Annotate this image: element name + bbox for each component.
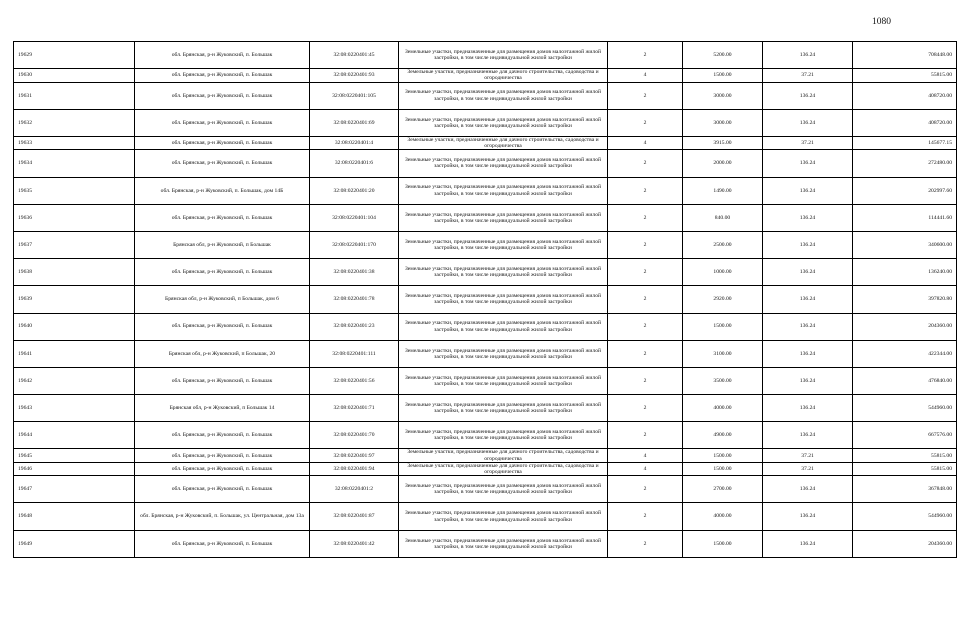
cadastral-number-cell: 32:08:0220401:4 [310, 136, 399, 149]
area-cell: 1490.00 [683, 177, 763, 204]
address-cell: обл. Брянская, р-н Жуковский, п. Большак, дом 14Б [135, 177, 310, 204]
table-row [14, 259, 957, 286]
use-group-cell: 2 [608, 204, 683, 231]
address-cell: обл. Брянская, р-н Жуковский, п. Большак [135, 367, 310, 394]
land-use-cell: Земельные участки, предназначенные для размещения домов малоэтажной жилой застройки, в том числе индивидуальной жилой застройки [399, 42, 608, 69]
specific-value-cell: 136.24 [763, 395, 853, 422]
land-use-cell: Земельные участки, предназначенные для размещения домов малоэтажной жилой застройки, в том числе индивидуальной жилой застройки [399, 367, 608, 394]
address-cell: Брянская обл, р-н Жуковский, п Большак, 20 [135, 340, 310, 367]
use-group-cell: 4 [608, 462, 683, 475]
area-cell: 1000.00 [683, 259, 763, 286]
use-group-cell: 2 [608, 367, 683, 394]
area-cell: 1500.00 [683, 462, 763, 475]
use-group-cell: 2 [608, 177, 683, 204]
land-use-cell: Земельные участки, предназначенные для размещения домов малоэтажной жилой застройки, в том числе индивидуальной жилой застройки [399, 286, 608, 313]
cadastral-value-cell: 145677.15 [853, 136, 957, 149]
address-cell: Брянская обл, р-н Жуковский, п Большак, дом 6 [135, 286, 310, 313]
table-row [14, 69, 957, 82]
cadastral-number-cell: 32:08:0220401:23 [310, 313, 399, 340]
table-row [14, 367, 957, 394]
use-group-cell: 2 [608, 42, 683, 69]
specific-value-cell: 136.24 [763, 503, 853, 530]
specific-value-cell: 136.24 [763, 109, 853, 136]
land-use-cell: Земельные участки, предназначенные для размещения домов малоэтажной жилой застройки, в том числе индивидуальной жилой застройки [399, 204, 608, 231]
land-use-cell: Земельные участки, предназначенные для размещения домов малоэтажной жилой застройки, в том числе индивидуальной жилой застройки [399, 422, 608, 449]
land-use-cell: Земельные участки, предназначенные для дачного строительства, садоводства и огородничества [399, 462, 608, 475]
table-row [14, 42, 957, 69]
cadastral-value-cell: 544960.00 [853, 503, 957, 530]
cadastral-number-cell: 32:08:0220401:69 [310, 109, 399, 136]
cadastral-number-cell: 32:08:0220401:71 [310, 395, 399, 422]
record-number: 19647 [14, 476, 135, 503]
record-number: 19640 [14, 313, 135, 340]
record-number: 19638 [14, 259, 135, 286]
cadastral-value-cell: 55815.00 [853, 69, 957, 82]
cadastral-number-cell: 32:08:0220401:105 [310, 82, 399, 109]
cadastral-value-cell: 204360.00 [853, 530, 957, 557]
area-cell: 2500.00 [683, 231, 763, 258]
area-cell: 3100.00 [683, 340, 763, 367]
cadastral-number-cell: 32:08:0220401:78 [310, 286, 399, 313]
record-number: 19644 [14, 422, 135, 449]
specific-value-cell: 37.21 [763, 462, 853, 475]
address-cell: обл. Брянская, р-н Жуковский, п. Большак [135, 259, 310, 286]
table-row [14, 395, 957, 422]
address-cell: обл. Брянская, р-н Жуковский, п. Большак [135, 42, 310, 69]
table-row [14, 177, 957, 204]
area-cell: 3000.00 [683, 82, 763, 109]
land-use-cell: Земельные участки, предназначенные для размещения домов малоэтажной жилой застройки, в том числе индивидуальной жилой застройки [399, 259, 608, 286]
record-number: 19639 [14, 286, 135, 313]
use-group-cell: 2 [608, 313, 683, 340]
specific-value-cell: 136.24 [763, 476, 853, 503]
address-cell: обл. Брянская, р-н Жуковский, п. Большак [135, 204, 310, 231]
area-cell: 1500.00 [683, 313, 763, 340]
land-use-cell: Земельные участки, предназначенные для размещения домов малоэтажной жилой застройки, в том числе индивидуальной жилой застройки [399, 340, 608, 367]
cadastral-value-cell: 667576.00 [853, 422, 957, 449]
use-group-cell: 2 [608, 286, 683, 313]
specific-value-cell: 136.24 [763, 204, 853, 231]
table-row [14, 204, 957, 231]
use-group-cell: 4 [608, 449, 683, 462]
address-cell: Брянская обл, р-н Жуковский, п Большак 14 [135, 395, 310, 422]
cadastral-number-cell: 32:08:0220401:6 [310, 150, 399, 177]
area-cell: 5200.00 [683, 42, 763, 69]
cadastral-number-cell: 32:08:0220401:97 [310, 449, 399, 462]
land-use-cell: Земельные участки, предназначенные для размещения домов малоэтажной жилой застройки, в том числе индивидуальной жилой застройки [399, 82, 608, 109]
specific-value-cell: 136.24 [763, 286, 853, 313]
cadastral-value-cell: 408720.00 [853, 82, 957, 109]
address-cell: Брянская обл, р-н Жуковский, п Большак [135, 231, 310, 258]
table-row [14, 462, 957, 475]
table-row [14, 109, 957, 136]
cadastral-value-cell: 114441.60 [853, 204, 957, 231]
record-number: 19641 [14, 340, 135, 367]
address-cell: обл. Брянская, р-н Жуковский, п. Большак [135, 150, 310, 177]
specific-value-cell: 136.24 [763, 530, 853, 557]
cadastral-value-cell: 340600.00 [853, 231, 957, 258]
cadastral-number-cell: 32:08:0220401:20 [310, 177, 399, 204]
table-row [14, 313, 957, 340]
land-use-cell: Земельные участки, предназначенные для размещения домов малоэтажной жилой застройки, в том числе индивидуальной жилой застройки [399, 313, 608, 340]
table-row [14, 503, 957, 530]
use-group-cell: 4 [608, 69, 683, 82]
table-row [14, 136, 957, 149]
address-cell: обл. Брянская, р-н Жуковский, п. Большак [135, 313, 310, 340]
cadastral-number-cell: 32:08:0220401:111 [310, 340, 399, 367]
address-cell: обл. Брянская, р-н Жуковский, п. Большак [135, 449, 310, 462]
record-number: 19630 [14, 69, 135, 82]
specific-value-cell: 136.24 [763, 313, 853, 340]
specific-value-cell: 136.24 [763, 422, 853, 449]
land-use-cell: Земельные участки, предназначенные для размещения домов малоэтажной жилой застройки, в том числе индивидуальной жилой застройки [399, 503, 608, 530]
land-use-cell: Земельные участки, предназначенные для дачного строительства, садоводства и огородничества [399, 136, 608, 149]
cadastral-value-cell: 204360.00 [853, 313, 957, 340]
cadastral-number-cell: 32:08:0220401:93 [310, 69, 399, 82]
cadastral-number-cell: 32:08:0220401:94 [310, 462, 399, 475]
land-use-cell: Земельные участки, предназначенные для размещения домов малоэтажной жилой застройки, в том числе индивидуальной жилой застройки [399, 109, 608, 136]
record-number: 19635 [14, 177, 135, 204]
record-number: 19646 [14, 462, 135, 475]
land-use-cell: Земельные участки, предназначенные для размещения домов малоэтажной жилой застройки, в том числе индивидуальной жилой застройки [399, 530, 608, 557]
use-group-cell: 2 [608, 150, 683, 177]
area-cell: 1500.00 [683, 530, 763, 557]
use-group-cell: 2 [608, 476, 683, 503]
use-group-cell: 2 [608, 82, 683, 109]
address-cell: обл. Брянская, р-н Жуковский, п. Большак [135, 109, 310, 136]
land-use-cell: Земельные участки, предназначенные для размещения домов малоэтажной жилой застройки, в том числе индивидуальной жилой застройки [399, 150, 608, 177]
address-cell: обл. Брянская, р-н Жуковский, п. Большак [135, 136, 310, 149]
specific-value-cell: 37.21 [763, 69, 853, 82]
specific-value-cell: 136.24 [763, 367, 853, 394]
area-cell: 4000.00 [683, 503, 763, 530]
area-cell: 2000.00 [683, 150, 763, 177]
table-row [14, 150, 957, 177]
address-cell: обл. Брянская, р-н Жуковский, п. Большак [135, 69, 310, 82]
table-row [14, 476, 957, 503]
specific-value-cell: 136.24 [763, 231, 853, 258]
specific-value-cell: 136.24 [763, 177, 853, 204]
table-row [14, 449, 957, 462]
land-use-cell: Земельные участки, предназначенные для размещения домов малоэтажной жилой застройки, в том числе индивидуальной жилой застройки [399, 177, 608, 204]
land-use-cell: Земельные участки, предназначенные для размещения домов малоэтажной жилой застройки, в том числе индивидуальной жилой застройки [399, 395, 608, 422]
cadastral-value-cell: 367848.00 [853, 476, 957, 503]
use-group-cell: 2 [608, 231, 683, 258]
area-cell: 1500.00 [683, 449, 763, 462]
cadastral-value-cell: 422344.00 [853, 340, 957, 367]
record-number: 19634 [14, 150, 135, 177]
cadastral-value-cell: 55815.00 [853, 462, 957, 475]
table-row [14, 340, 957, 367]
record-number: 19629 [14, 42, 135, 69]
record-number: 19643 [14, 395, 135, 422]
address-cell: обл. Брянская, р-н Жуковский, п. Большак [135, 462, 310, 475]
record-number: 19645 [14, 449, 135, 462]
cadastral-number-cell: 32:08:0220401:87 [310, 503, 399, 530]
specific-value-cell: 136.24 [763, 259, 853, 286]
record-number: 19649 [14, 530, 135, 557]
cadastral-value-cell: 272480.00 [853, 150, 957, 177]
address-cell: обл. Брянская, р-н Жуковский, п. Большак [135, 476, 310, 503]
use-group-cell: 2 [608, 422, 683, 449]
table-body [14, 42, 957, 558]
cadastral-value-cell: 136240.00 [853, 259, 957, 286]
use-group-cell: 2 [608, 395, 683, 422]
cadastral-number-cell: 32:08:0220401:170 [310, 231, 399, 258]
specific-value-cell: 37.21 [763, 136, 853, 149]
table-row [14, 286, 957, 313]
cadastral-number-cell: 32:08:0220401:2 [310, 476, 399, 503]
record-number: 19631 [14, 82, 135, 109]
use-group-cell: 2 [608, 530, 683, 557]
specific-value-cell: 136.24 [763, 150, 853, 177]
table-row [14, 422, 957, 449]
table-row [14, 231, 957, 258]
specific-value-cell: 136.24 [763, 42, 853, 69]
table-row [14, 530, 957, 557]
use-group-cell: 2 [608, 259, 683, 286]
record-number: 19636 [14, 204, 135, 231]
page-number: 1080 [872, 17, 891, 27]
area-cell: 3500.00 [683, 367, 763, 394]
area-cell: 2700.00 [683, 476, 763, 503]
use-group-cell: 2 [608, 340, 683, 367]
land-use-cell: Земельные участки, предназначенные для размещения домов малоэтажной жилой застройки, в том числе индивидуальной жилой застройки [399, 476, 608, 503]
cadastral-value-cell: 708448.00 [853, 42, 957, 69]
cadastral-value-cell: 397820.80 [853, 286, 957, 313]
cadastral-value-cell: 55815.00 [853, 449, 957, 462]
cadastral-number-cell: 32:08:0220401:45 [310, 42, 399, 69]
record-number: 19648 [14, 503, 135, 530]
cadastral-value-table [13, 41, 957, 558]
land-use-cell: Земельные участки, предназначенные для дачного строительства, садоводства и огородничества [399, 69, 608, 82]
land-use-cell: Земельные участки, предназначенные для дачного строительства, садоводства и огородничества [399, 449, 608, 462]
specific-value-cell: 136.24 [763, 340, 853, 367]
use-group-cell: 4 [608, 136, 683, 149]
area-cell: 3915.00 [683, 136, 763, 149]
area-cell: 2920.00 [683, 286, 763, 313]
cadastral-number-cell: 32:08:0220401:104 [310, 204, 399, 231]
cadastral-number-cell: 32:08:0220401:56 [310, 367, 399, 394]
table-row [14, 82, 957, 109]
address-cell: обл. Брянская, р-н Жуковский, п. Большак [135, 530, 310, 557]
area-cell: 4000.00 [683, 395, 763, 422]
cadastral-number-cell: 32:08:0220401:42 [310, 530, 399, 557]
cadastral-value-cell: 544960.00 [853, 395, 957, 422]
record-number: 19633 [14, 136, 135, 149]
area-cell: 4900.00 [683, 422, 763, 449]
use-group-cell: 2 [608, 503, 683, 530]
area-cell: 840.00 [683, 204, 763, 231]
land-use-cell: Земельные участки, предназначенные для размещения домов малоэтажной жилой застройки, в том числе индивидуальной жилой застройки [399, 231, 608, 258]
cadastral-value-cell: 408720.00 [853, 109, 957, 136]
cadastral-value-cell: 476840.00 [853, 367, 957, 394]
specific-value-cell: 37.21 [763, 449, 853, 462]
record-number: 19632 [14, 109, 135, 136]
address-cell: обл. Брянская, р-н Жуковский, п. Большак, ул. Центральная, дом 13а [135, 503, 310, 530]
address-cell: обл. Брянская, р-н Жуковский, п. Большак [135, 422, 310, 449]
record-number: 19637 [14, 231, 135, 258]
area-cell: 1500.00 [683, 69, 763, 82]
cadastral-number-cell: 32:08:0220401:70 [310, 422, 399, 449]
cadastral-number-cell: 32:08:0220401:38 [310, 259, 399, 286]
address-cell: обл. Брянская, р-н Жуковский, п. Большак [135, 82, 310, 109]
specific-value-cell: 136.24 [763, 82, 853, 109]
use-group-cell: 2 [608, 109, 683, 136]
cadastral-value-cell: 202997.60 [853, 177, 957, 204]
record-number: 19642 [14, 367, 135, 394]
area-cell: 3000.00 [683, 109, 763, 136]
